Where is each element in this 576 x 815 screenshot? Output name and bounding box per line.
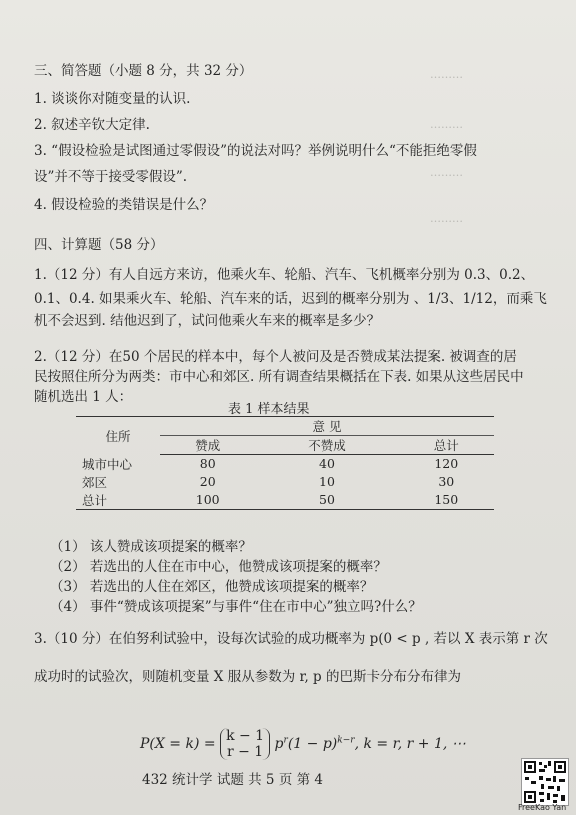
pascal-distribution-formula <box>140 728 466 760</box>
table-cell: 10 <box>319 474 335 489</box>
bleed-through-text: ……… <box>430 212 463 225</box>
problem1-line1: 1.（12 分）有人自远方来访，他乘火车、轮船、汽车、飞机概率分别为 0.3、0.2、 <box>34 267 535 283</box>
table-cell: 120 <box>434 456 459 472</box>
table-cell: 30 <box>438 474 455 489</box>
problem2-subquestion-4: （4） 事件“赞成该项提案”与事件“住在市中心”独立吗?什么？ <box>50 599 422 615</box>
section3-question-3-line1: 3. “假设检验是试图通过零假设”的说法对吗？举例说明什么“不能拒绝零假 <box>34 143 477 159</box>
problem3-line2: 成功时的试验次，则随机变量 X 服从参数为 r, p 的巴斯卡分布分布律为 <box>34 669 461 685</box>
formula-tail: , k = r, r + 1, ⋯ <box>354 736 466 752</box>
section3-question-4: 4. 假设检验的类错误是什么？ <box>34 197 214 213</box>
table-cell: 50 <box>255 491 398 510</box>
problem2-line1: 2.（12 分）在50 个居民的样本中，每个人被问及是否赞成某法提案. 被调查的居 <box>34 349 517 365</box>
subheader-disapprove: 不赞成 <box>255 436 398 455</box>
watermark-label: FreeKao Yan <box>518 803 567 812</box>
section3-title: 三、简答题（小题 8 分，共 32 分） <box>34 63 253 79</box>
section3-question-3-line2: 设”并不等于接受零假设”. <box>34 169 188 185</box>
header-residence: 住所 <box>76 417 160 455</box>
table-cell: 20 <box>199 474 216 489</box>
row-label: 郊区 <box>82 474 108 490</box>
formula-lhs: P(X = k) = <box>140 736 216 752</box>
table-row <box>76 473 494 491</box>
row-label: 总计 <box>76 491 160 510</box>
header-opinion: 意 见 <box>160 417 494 436</box>
binomial-coefficient <box>220 728 270 760</box>
table-row <box>76 491 494 510</box>
problem2-subquestion-2: （2） 若选出的人住在市中心，他赞成该项提案的概率？ <box>50 559 387 575</box>
formula-p: p <box>274 736 284 752</box>
row-label: 城市中心 <box>82 456 133 472</box>
table-cell: 100 <box>160 491 255 510</box>
section4-title: 四、计算题（58 分） <box>34 237 164 253</box>
subheader-approve: 赞成 <box>160 436 255 455</box>
problem1-line2: 0.1、0.4. 如果乘火车、轮船、汽车来的话，迟到的概率分别为 、1/3、1/12，而乘飞 <box>34 291 547 307</box>
formula-mid: (1 − p) <box>287 736 338 752</box>
qr-code-icon <box>521 758 569 806</box>
bleed-through-text: ……… <box>430 166 463 179</box>
table-row <box>76 455 494 473</box>
table-cell: 150 <box>399 491 494 510</box>
section3-question-1: 1. 谈谈你对随变量的认识. <box>34 91 191 107</box>
problem2-line2: 民按照住所分为两类：市中心和郊区. 所有调查结果概括在下表. 如果从这些居民中 <box>34 369 524 385</box>
problem2-subquestion-3: （3） 若选出的人住在郊区，他赞成该项提案的概率？ <box>50 579 374 595</box>
table-cell: 80 <box>199 456 216 472</box>
binomial-bottom: r − 1 <box>226 744 264 760</box>
problem1-line3: 机不会迟到. 结他迟到了，试问他乘火车来的概率是多少？ <box>34 313 381 329</box>
page-footer: 432 统计学 试题 共 5 页 第 4 <box>142 772 323 788</box>
problem2-line3: 随机选出 1 人： <box>34 389 133 405</box>
formula-exponent-k-r: k−r <box>337 735 355 746</box>
formula-exponent-r: r <box>283 735 288 746</box>
results-table <box>76 416 494 510</box>
problem3-line1: 3.（10 分）在伯努利试验中，设每次试验的成功概率为 p(0 < p , 若以 X 表示第 r 次 <box>34 631 548 647</box>
subheader-total: 总计 <box>399 436 494 455</box>
problem2-subquestion-1: （1） 该人赞成该项提案的概率？ <box>50 539 252 555</box>
binomial-top: k − 1 <box>226 728 265 744</box>
bleed-through-text: ……… <box>430 118 463 131</box>
table-caption: 表 1 样本结果 <box>228 402 310 417</box>
section3-question-2: 2. 叙述辛钦大定律. <box>34 117 150 133</box>
table-cell: 40 <box>319 456 335 472</box>
bleed-through-text: ……… <box>430 68 463 81</box>
